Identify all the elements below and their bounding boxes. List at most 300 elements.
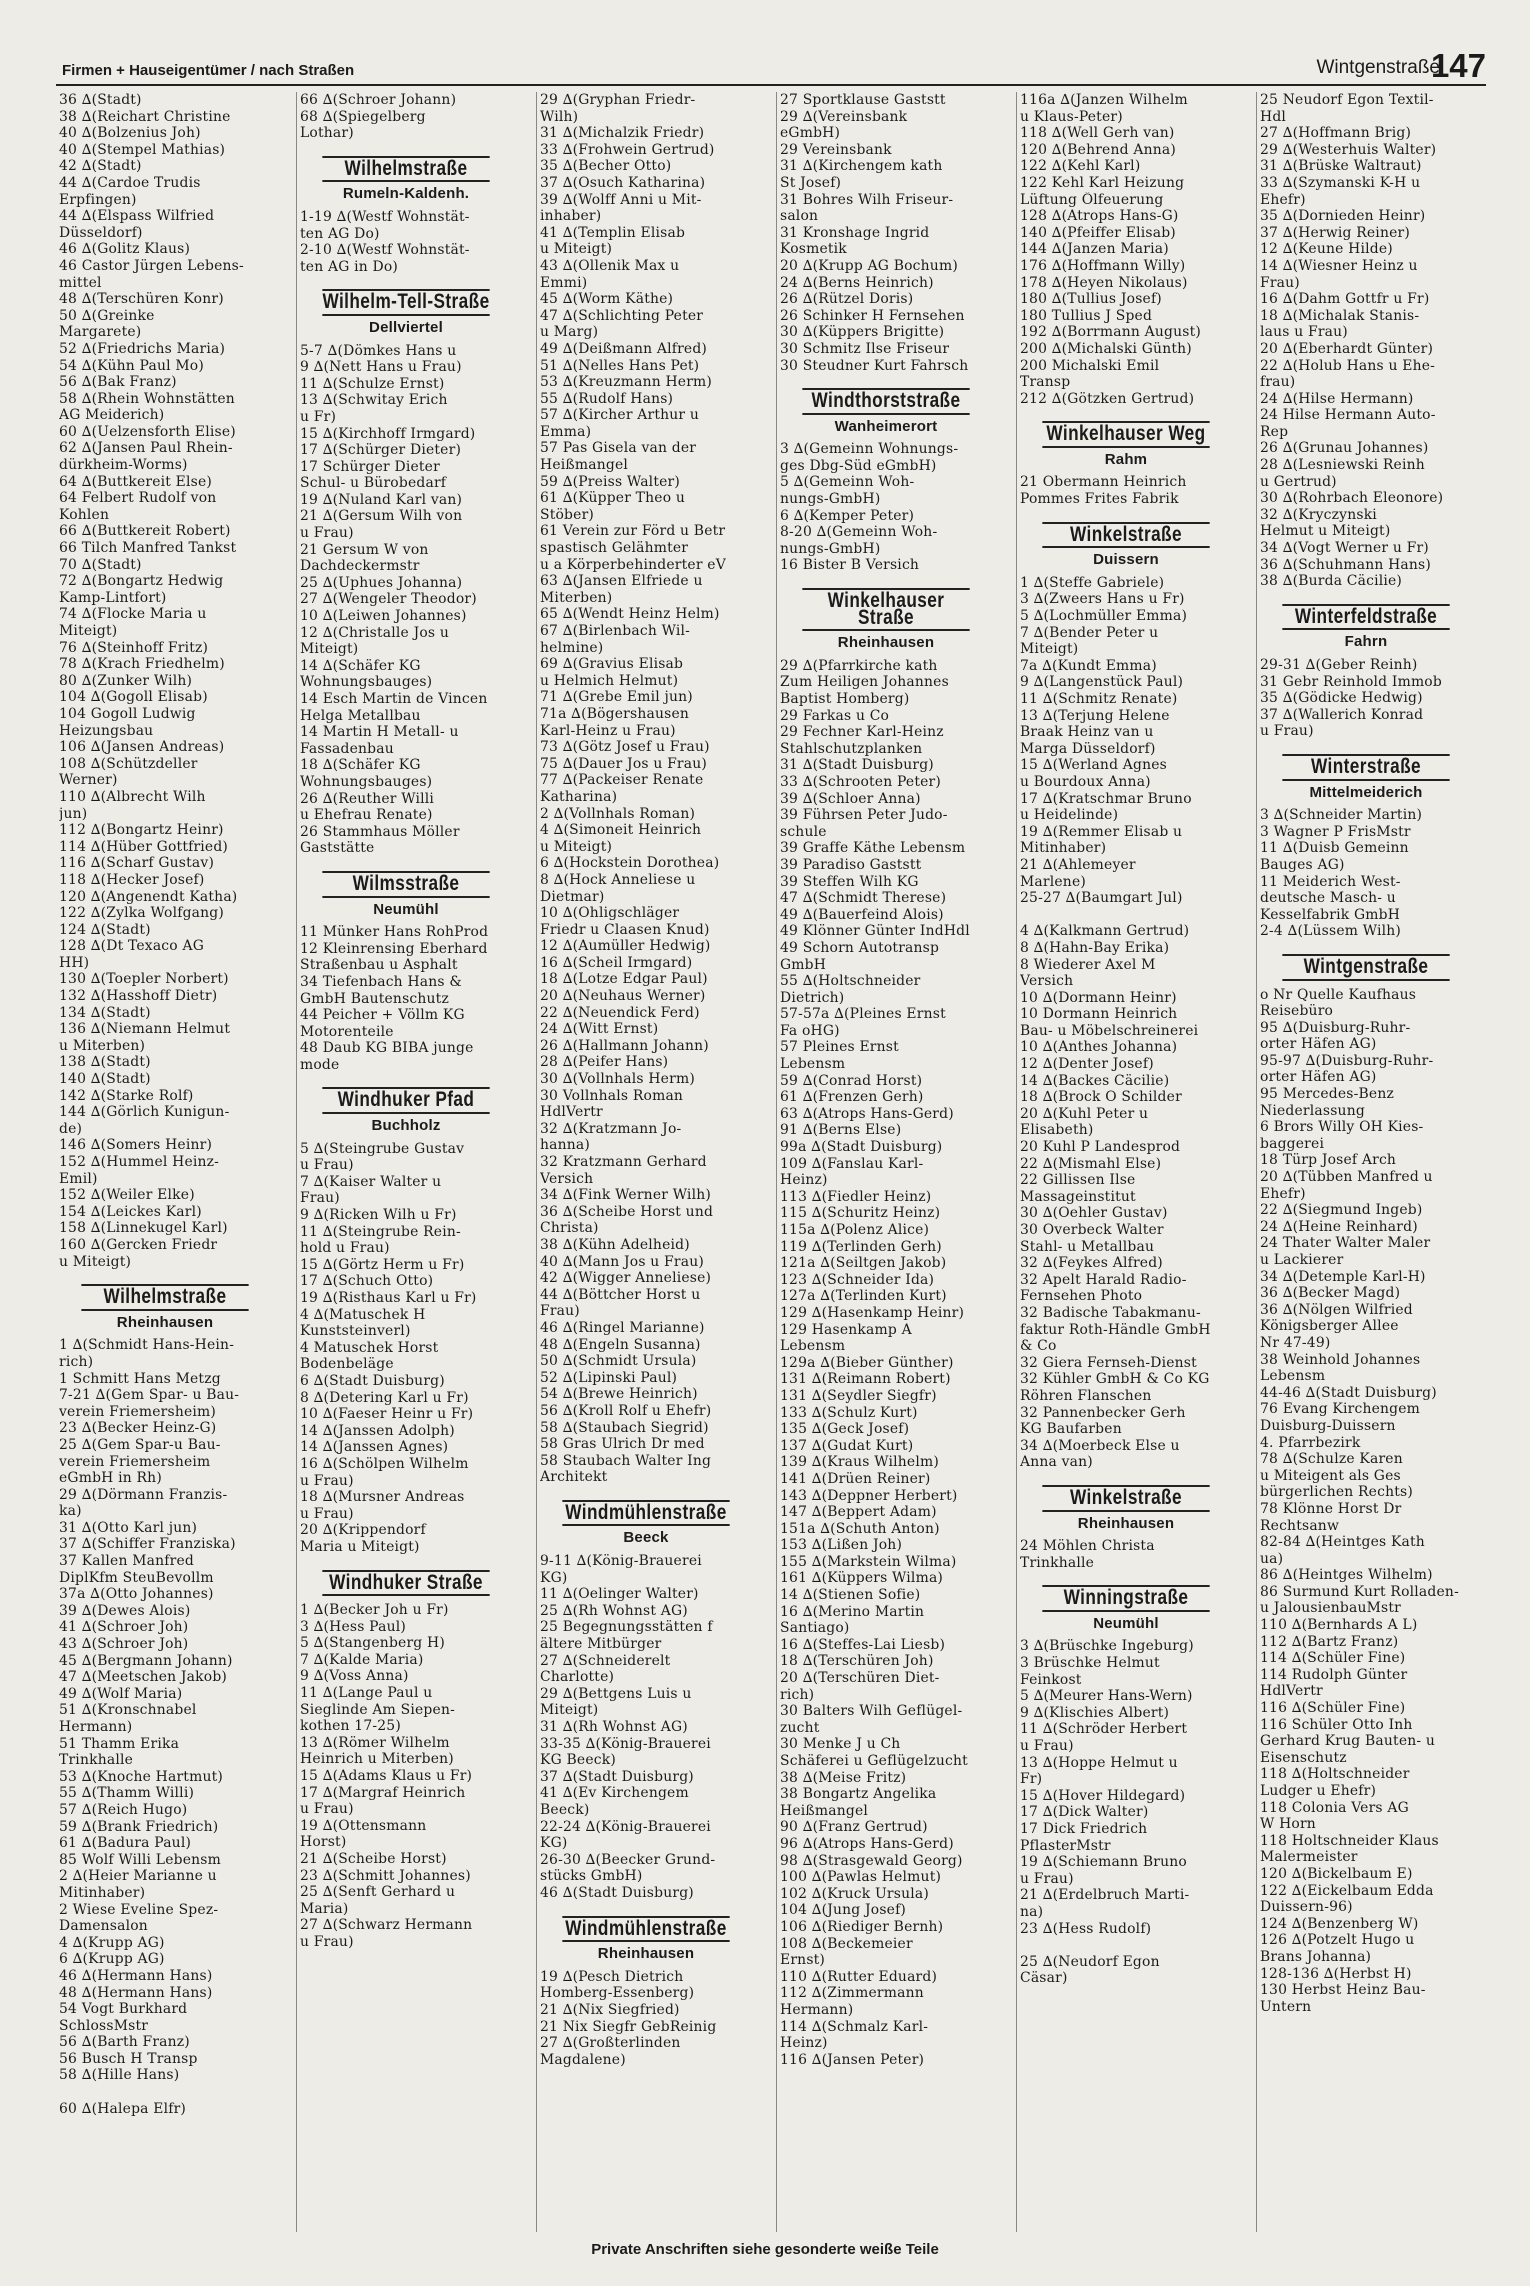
page-header	[56, 46, 1486, 86]
directory-entry: 35 ∆(Dornieden Heinr)	[1260, 208, 1426, 225]
directory-entry: Kohlen	[59, 506, 110, 523]
directory-columns	[56, 92, 1486, 2232]
directory-entry: 34 Tiefenbach Hans &	[300, 973, 462, 990]
directory-entry: 1 ∆(Steffe Gabriele)	[1020, 574, 1165, 591]
directory-entry: 78 Klönne Horst Dr	[1260, 1500, 1402, 1517]
district-name: Fahrn	[1344, 633, 1388, 651]
street-name: Windthorststraße	[802, 388, 969, 415]
directory-entry: 22-24 ∆(König-Brauerei	[540, 1818, 711, 1835]
directory-entry: 10 ∆(Dormann Heinr)	[1020, 989, 1177, 1006]
directory-entry: 32 Pannenbecker Gerh	[1020, 1404, 1186, 1421]
directory-entry: 16 ∆(Dahm Gottfr u Fr)	[1260, 291, 1430, 308]
directory-entry: u Klaus-Peter)	[1020, 108, 1123, 125]
directory-entry: 9 ∆(Voss Anna)	[300, 1668, 409, 1685]
directory-entry: 11 ∆(Oelinger Walter)	[540, 1586, 699, 1603]
district-name: Dellviertel	[369, 318, 443, 336]
street-heading	[63, 1284, 267, 1331]
directory-entry: 6 ∆(Krupp AG)	[59, 1951, 165, 1968]
directory-entry: 102 ∆(Kruck Ursula)	[780, 1885, 929, 1902]
directory-entry: 51 ∆(Nelles Hans Pet)	[540, 357, 700, 374]
directory-entry: 32 ∆(Kryczynski	[1260, 506, 1377, 523]
directory-entry: 23 ∆(Hess Rudolf)	[1020, 1920, 1152, 1937]
directory-entry: mittel	[59, 274, 102, 291]
directory-entry: u Frau)	[300, 1472, 354, 1489]
directory-entry: 12 ∆(Aumüller Hedwig)	[540, 938, 711, 955]
directory-entry: 8 Wiederer Axel M	[1020, 956, 1156, 973]
directory-entry: 60 ∆(Uelzensforth Elise)	[59, 423, 236, 440]
directory-entry: Sieglinde Am Siepen-	[300, 1701, 455, 1718]
directory-entry: 86 ∆(Heintges Wilhelm)	[1260, 1567, 1433, 1584]
directory-entry: 57 Pleines Ernst	[780, 1039, 899, 1056]
directory-entry: 160 ∆(Gercken Friedr	[59, 1236, 218, 1253]
directory-entry: 25 Neudorf Egon Textil-	[1260, 92, 1434, 108]
directory-entry: 153 ∆(Lißen Joh)	[780, 1537, 903, 1554]
street-name: Winkelhauser Straße	[802, 588, 969, 631]
directory-entry: 15 ∆(Görtz Herm u Fr)	[300, 1256, 465, 1273]
directory-entry: 10 ∆(Ohligschläger	[540, 905, 680, 922]
directory-entry: orter Häfen AG)	[1260, 1036, 1377, 1053]
district-name: Rheinhausen	[597, 1945, 695, 1963]
directory-entry: u Lackierer	[1260, 1252, 1344, 1268]
directory-entry: 36 ∆(Becker Magd)	[1260, 1285, 1401, 1302]
street-heading	[304, 1570, 508, 1597]
directory-entry: 52 ∆(Friedrichs Maria)	[59, 340, 226, 357]
directory-entry: Emil)	[59, 1170, 98, 1187]
directory-entry: 13 ∆(Terjung Helene	[1020, 707, 1170, 724]
directory-entry: 24 Hilse Hermann Auto-	[1260, 407, 1436, 424]
directory-entry: 37 ∆(Wallerich Konrad	[1260, 706, 1424, 723]
directory-entry: 21 Gersum W von	[300, 541, 429, 558]
directory-entry: Fernsehen Photo	[1020, 1288, 1143, 1305]
street-name: Winkelhauser Weg	[1042, 421, 1209, 448]
directory-entry: 26 Schinker H Fernsehen	[780, 307, 965, 324]
directory-entry: u JalousienbauMstr	[1260, 1600, 1401, 1617]
directory-entry: 57 ∆(Kircher Arthur u	[540, 407, 700, 424]
directory-entry: 29 Fechner Karl-Heinz	[780, 724, 944, 741]
directory-entry	[1020, 907, 1232, 924]
directory-entry: 33 ∆(Frohwein Gertrud)	[540, 141, 715, 158]
directory-entry: salon	[780, 208, 819, 225]
directory-entry: kothen 17-25)	[300, 1718, 401, 1735]
directory-entry: 32 Kratzmann Gerhard	[540, 1154, 707, 1170]
directory-entry: 35 ∆(Becher Otto)	[540, 158, 672, 175]
street-heading	[1024, 1585, 1228, 1632]
directory-entry: 2-4 ∆(Lüssem Wilh)	[1260, 923, 1402, 940]
directory-entry: Versich	[540, 1170, 594, 1187]
directory-entry: 118 ∆(Holtschneider	[1260, 1766, 1410, 1783]
directory-entry: u Ehefrau Renate)	[300, 807, 433, 824]
directory-entry: Stahlschutzplanken	[780, 740, 923, 757]
directory-entry: Straßenbau u Asphalt	[300, 957, 458, 974]
directory-entry: Niederlassung	[1260, 1102, 1365, 1119]
directory-entry: Fr)	[1020, 1771, 1043, 1788]
directory-entry	[59, 2084, 271, 2101]
directory-entry: 96 ∆(Atrops Hans-Gerd)	[780, 1835, 954, 1852]
directory-entry: Architekt	[540, 1469, 608, 1486]
directory-entry: 30 Schmitz Ilse Friseur	[780, 340, 950, 357]
directory-entry: 24 ∆(Witt Ernst)	[540, 1021, 659, 1038]
directory-entry: 31 ∆(Stadt Duisburg)	[780, 757, 934, 774]
directory-entry: 41 ∆(Templin Elisab	[540, 224, 686, 241]
running-street-name: Wintgenstraße	[1316, 57, 1440, 78]
street-name: Wintgenstraße	[1282, 954, 1449, 981]
directory-entry: 46 ∆(Golitz Klaus)	[59, 241, 191, 258]
directory-entry: 39 Steffen Wilh KG	[780, 873, 919, 890]
directory-entry: 152 ∆(Weiler Elke)	[59, 1187, 195, 1204]
directory-entry: 137 ∆(Gudat Kurt)	[780, 1437, 914, 1454]
directory-entry: 143 ∆(Deppner Herbert)	[780, 1487, 958, 1504]
directory-entry: 110 ∆(Bernhards A L)	[1260, 1617, 1418, 1634]
directory-entry: Hdl	[1260, 108, 1287, 125]
directory-entry: 17 ∆(Kratschmar Bruno	[1020, 790, 1192, 807]
directory-entry: u Miteigent als Ges	[1260, 1467, 1401, 1484]
directory-entry: 4 ∆(Kalkmann Gertrud)	[1020, 923, 1190, 940]
directory-entry: 14 ∆(Janssen Agnes)	[300, 1439, 449, 1456]
directory-entry: Schäferei u Geflügelzucht	[780, 1753, 968, 1769]
directory-entry: Eisenschutz	[1260, 1749, 1347, 1766]
directory-entry: 200 Michalski Emil	[1020, 357, 1160, 374]
directory-entry: 118 Colonia Vers AG	[1260, 1799, 1409, 1816]
directory-entry: 104 ∆(Gogoll Elisab)	[59, 689, 208, 706]
directory-entry: 44 ∆(Elspass Wilfried	[59, 208, 215, 225]
directory-entry: GmbH	[780, 956, 827, 973]
directory-entry: 72 ∆(Bongartz Hedwig	[59, 573, 224, 590]
directory-entry: schule	[780, 823, 827, 840]
directory-entry: Stahl- u Metallbau	[1020, 1238, 1155, 1255]
directory-entry: 121a ∆(Seiltgen Jakob)	[780, 1255, 947, 1272]
directory-entry: u Frau)	[300, 525, 354, 542]
directory-entry: 6 Brors Willy OH Kies-	[1260, 1119, 1424, 1136]
directory-entry: ua)	[1260, 1550, 1284, 1567]
directory-entry: 56 ∆(Kroll Rolf u Ehefr)	[540, 1402, 712, 1419]
directory-entry: 37a ∆(Otto Johannes)	[59, 1586, 214, 1603]
directory-entry: 16 ∆(Merino Martin	[780, 1603, 925, 1620]
directory-entry: 10 Dormann Heinrich	[1020, 1006, 1178, 1023]
directory-entry: 58 ∆(Hille Hans)	[59, 2067, 180, 2084]
directory-entry: 29 Farkas u Co	[780, 707, 890, 724]
directory-entry: Wilh)	[540, 108, 579, 125]
directory-entry: 106 ∆(Riediger Bernh)	[780, 1918, 944, 1935]
directory-entry: 106 ∆(Jansen Andreas)	[59, 739, 225, 756]
directory-entry: 2 ∆(Heier Marianne u	[59, 1868, 217, 1885]
directory-entry: 37 Kallen Manfred	[59, 1553, 194, 1570]
directory-entry: 14 ∆(Backes Cäcilie)	[1020, 1072, 1170, 1089]
directory-entry: 12 ∆(Denter Josef)	[1020, 1056, 1154, 1073]
directory-entry: 30 Steudner Kurt Fahrsch	[780, 357, 969, 374]
directory-entry: u Miteigt)	[59, 1253, 132, 1270]
district-name: Rheinhausen	[837, 634, 935, 652]
directory-entry: 18 ∆(Lotze Edgar Paul)	[540, 971, 708, 988]
directory-entry: 9-11 ∆(König-Brauerei	[540, 1553, 702, 1570]
directory-entry: Ludger u Ehefr)	[1260, 1783, 1377, 1799]
directory-entry: Santiago)	[780, 1620, 850, 1637]
directory-entry: 66 ∆(Buttkereit Robert)	[59, 523, 231, 540]
directory-entry: 59 ∆(Preiss Walter)	[540, 473, 680, 490]
directory-entry: 34 ∆(Vogt Werner u Fr)	[1260, 540, 1429, 557]
directory-entry: Anna van)	[1020, 1454, 1093, 1471]
directory-entry: 112 ∆(Bongartz Heinr)	[59, 822, 224, 839]
directory-entry: 36 ∆(Scheibe Horst und	[540, 1203, 714, 1220]
directory-entry: 39 ∆(Dewes Alois)	[59, 1602, 191, 1619]
directory-entry: rich)	[59, 1353, 94, 1370]
directory-entry: 135 ∆(Geck Josef)	[780, 1421, 910, 1438]
directory-entry: Marlene)	[1020, 873, 1086, 890]
directory-entry: 61 ∆(Küpper Theo u	[540, 490, 686, 507]
directory-entry: u Frau)	[1260, 723, 1314, 740]
directory-entry: 131 ∆(Reimann Robert)	[780, 1371, 951, 1388]
directory-entry: 32 ∆(Kratzmann Jo-	[540, 1120, 682, 1137]
directory-entry: 24 Thater Walter Maler	[1260, 1235, 1431, 1252]
street-heading	[304, 156, 508, 203]
directory-entry: 26-30 ∆(Beecker Grund-	[540, 1851, 716, 1868]
directory-entry: 55 ∆(Rudolf Hans)	[540, 390, 674, 407]
directory-entry: 20 ∆(Eberhardt Günter)	[1260, 340, 1434, 357]
directory-entry: Versich	[1020, 973, 1074, 990]
directory-entry: 127a ∆(Terlinden Kurt)	[780, 1288, 947, 1305]
district-name: Rahm	[1104, 450, 1148, 468]
directory-entry: u Fr)	[300, 408, 337, 425]
directory-entry: 139 ∆(Kraus Wilhelm)	[780, 1454, 939, 1471]
directory-entry: 116 ∆(Jansen Peter)	[780, 2051, 925, 2068]
page-number: 147	[1430, 47, 1486, 84]
street-name: Windmühlenstraße	[562, 1500, 729, 1527]
directory-entry: 71 ∆(Grebe Emil jun)	[540, 689, 693, 706]
directory-entry: 4 Matuschek Horst	[300, 1339, 439, 1356]
directory-entry: 122 ∆(Eickelbaum Edda	[1260, 1882, 1434, 1899]
directory-entry: 21 ∆(Erdelbruch Marti-	[1020, 1887, 1190, 1904]
directory-entry: 38 ∆(Kühn Adelheid)	[540, 1236, 690, 1253]
directory-entry: 14 ∆(Stienen Sofie)	[780, 1587, 921, 1604]
directory-entry: 32 Badische Tabakmanu-	[1020, 1304, 1201, 1321]
directory-entry: Röhren Flanschen	[1020, 1387, 1152, 1404]
directory-entry: Kunststeinverl)	[300, 1323, 411, 1340]
directory-entry: 31 ∆(Rh Wohnst AG)	[540, 1719, 688, 1735]
directory-entry: 47 ∆(Meetschen Jakob)	[59, 1669, 228, 1686]
directory-entry: 53 ∆(Kreuzmann Herm)	[540, 374, 713, 391]
directory-entry: 5 ∆(Lochmüller Emma)	[1020, 608, 1188, 625]
directory-entry: 58 ∆(Staubach Siegrid)	[540, 1419, 709, 1436]
directory-entry: 67 ∆(Birlenbach Wil-	[540, 623, 691, 639]
directory-entry: 30 ∆(Rohrbach Eleonore)	[1260, 490, 1444, 507]
directory-entry: 16 ∆(Schölpen Wilhelm	[300, 1455, 469, 1472]
directory-entry: rich)	[780, 1686, 815, 1703]
directory-entry: 110 ∆(Rutter Eduard)	[780, 1968, 938, 1985]
directory-entry: 56 Busch H Transp	[59, 2050, 198, 2067]
directory-entry: 122 ∆(Zylka Wolfgang)	[59, 905, 225, 922]
directory-entry: 25-27 ∆(Baumgart Jul)	[1020, 890, 1183, 907]
directory-entry: 76 Evang Kirchengem	[1260, 1401, 1421, 1418]
directory-entry: u Frau)	[1020, 1870, 1074, 1887]
directory-entry: 43 ∆(Ollenik Max u	[540, 257, 680, 274]
directory-entry: u Marg)	[540, 324, 599, 341]
directory-entry: mode	[300, 1056, 340, 1073]
directory-entry: 4 ∆(Simoneit Heinrich	[540, 822, 702, 839]
directory-entry: 48 Daub KG BIBA junge	[300, 1040, 474, 1057]
directory-entry: 33 ∆(Schrooten Peter)	[780, 773, 941, 790]
directory-entry: 114 ∆(Schmalz Karl-	[780, 2018, 929, 2035]
directory-entry: 95-97 ∆(Duisburg-Ruhr-	[1260, 1052, 1434, 1069]
directory-entry: deutsche Masch- u	[1260, 890, 1396, 907]
directory-entry: & Co	[1020, 1338, 1057, 1355]
directory-entry: 71a ∆(Bögershausen	[540, 705, 690, 722]
directory-entry: 46 ∆(Stadt Duisburg)	[540, 1884, 694, 1901]
directory-entry: 5-7 ∆(Dömkes Hans u	[300, 342, 457, 359]
directory-entry: 61 Verein zur Förd u Betr	[540, 523, 726, 540]
directory-entry: Düsseldorf)	[59, 224, 143, 241]
directory-entry: 25 ∆(Neudorf Egon	[1020, 1953, 1160, 1970]
directory-entry: 42 ∆(Wigger Anneliese)	[540, 1270, 712, 1287]
directory-entry: 36 ∆(Stadt)	[59, 92, 142, 108]
directory-entry: 11 Münker Hans RohProd	[300, 924, 489, 941]
directory-entry: 30 ∆(Vollnhals Herm)	[540, 1071, 695, 1088]
directory-entry: 147 ∆(Beppert Adam)	[780, 1504, 937, 1521]
directory-entry: 32 Kühler GmbH & Co KG	[1020, 1371, 1210, 1388]
directory-entry: 14 ∆(Janssen Adolph)	[300, 1422, 455, 1439]
directory-entry: 22 Gillissen Ilse	[1020, 1172, 1136, 1189]
directory-entry: 64 Felbert Rudolf von	[59, 490, 217, 507]
street-name: Winkelstraße	[1042, 522, 1209, 549]
directory-entry: 13 ∆(Hoppe Helmut u	[1020, 1754, 1178, 1771]
directory-entry: u Helmich Helmut)	[540, 672, 679, 689]
directory-entry: 128-136 ∆(Herbst H)	[1260, 1965, 1412, 1982]
directory-entry: 6 ∆(Hockstein Dorothea)	[540, 855, 720, 872]
directory-entry: Lebensm	[780, 1338, 846, 1355]
directory-entry: Hermann)	[59, 1719, 133, 1735]
directory-entry: 23 ∆(Schmitt Johannes)	[300, 1867, 471, 1884]
directory-entry: 44 ∆(Böttcher Horst u	[540, 1286, 701, 1303]
directory-entry: 47 ∆(Schmidt Therese)	[780, 890, 947, 907]
directory-entry: ten AG in Do)	[300, 258, 399, 275]
directory-entry: 144 ∆(Görlich Kunigun-	[59, 1104, 230, 1121]
directory-entry: 108 ∆(Beckemeier	[780, 1935, 913, 1952]
street-heading	[544, 1916, 748, 1963]
directory-entry: 40 ∆(Bolzenius Joh)	[59, 125, 201, 142]
directory-entry: 15 ∆(Kirchhoff Irmgard)	[300, 425, 476, 442]
directory-entry: Gerhard Krug Bauten- u	[1260, 1733, 1436, 1750]
directory-entry: inhaber)	[540, 208, 602, 225]
directory-entry: 30 ∆(Oehler Gustav)	[1020, 1205, 1168, 1222]
directory-entry: 29 ∆(Gryphan Friedr-	[540, 92, 696, 108]
directory-entry: 1 ∆(Schmidt Hans-Hein-	[59, 1337, 235, 1354]
street-name: Wilhelm-Tell-Straße	[322, 289, 489, 316]
directory-entry: 61 ∆(Badura Paul)	[59, 1835, 192, 1852]
directory-entry: 212 ∆(Götzken Gertrud)	[1020, 390, 1195, 407]
directory-entry: 23 ∆(Becker Heinz-G)	[59, 1420, 217, 1437]
directory-entry: 34 ∆(Fink Werner Wilh)	[540, 1187, 711, 1204]
directory-entry: 5 ∆(Steingrube Gustav	[300, 1140, 465, 1157]
directory-entry: 30 Overbeck Walter	[1020, 1222, 1164, 1238]
directory-entry: 21 ∆(Gersum Wilh von	[300, 508, 463, 525]
directory-entry: 77 ∆(Packeiser Renate	[540, 772, 704, 789]
directory-entry: de)	[59, 1120, 83, 1137]
directory-entry: 3 Wagner P FrisMstr	[1260, 823, 1411, 840]
directory-entry: 19 ∆(Risthaus Karl u Fr)	[300, 1290, 477, 1306]
directory-entry: helmine)	[540, 639, 604, 656]
directory-entry: 73 ∆(Götz Josef u Frau)	[540, 739, 710, 756]
directory-entry: 16 ∆(Steffes-Lai Liesb)	[780, 1636, 946, 1653]
directory-entry: 10 ∆(Anthes Johanna)	[1020, 1039, 1178, 1056]
directory-entry: 53 ∆(Knoche Hartmut)	[59, 1768, 223, 1785]
directory-entry: Karl-Heinz u Frau)	[540, 722, 676, 739]
directory-entry: 11 ∆(Steingrube Rein-	[300, 1223, 461, 1240]
directory-entry: 32 Apelt Harald Radio-	[1020, 1271, 1187, 1288]
directory-entry: 27 Sportklause Gaststt	[780, 92, 946, 108]
directory-entry: eGmbH in Rh)	[59, 1470, 162, 1487]
directory-entry: 34 ∆(Detemple Karl-H)	[1260, 1268, 1426, 1285]
directory-entry: Maria u Miteigt)	[300, 1538, 420, 1555]
directory-entry: 4 ∆(Krupp AG)	[59, 1934, 165, 1951]
directory-entry: 132 ∆(Hasshoff Dietr)	[59, 988, 218, 1005]
directory-entry: hanna)	[540, 1137, 591, 1154]
directory-entry: 118 Holtschneider Klaus	[1260, 1832, 1439, 1849]
directory-entry: 42 ∆(Stadt)	[59, 158, 142, 175]
directory-entry: 27 ∆(Hoffmann Brig)	[1260, 125, 1412, 142]
district-name: Beeck	[623, 1529, 669, 1547]
directory-entry: Duisburg-Duissern	[1260, 1417, 1396, 1434]
directory-entry: 25 ∆(Rh Wohnst AG)	[540, 1602, 688, 1619]
directory-entry: u Frau)	[1020, 1738, 1074, 1755]
directory-entry: 21 ∆(Ahlemeyer	[1020, 856, 1136, 873]
directory-entry: 45 ∆(Worm Käthe)	[540, 291, 674, 308]
directory-entry: 158 ∆(Linnekugel Karl)	[59, 1220, 228, 1237]
directory-entry: 12 Kleinrensing Eberhard	[300, 940, 488, 957]
directory-entry: 36 ∆(Schuhmann Hans)	[1260, 556, 1431, 573]
street-name: Wilhelmstraße	[322, 156, 489, 183]
directory-entry: 20 ∆(Kuhl Peter u	[1020, 1105, 1149, 1122]
directory-entry: 38 ∆(Burda Cäcilie)	[1260, 573, 1403, 590]
directory-entry: 3 ∆(Zweers Hans u Fr)	[1020, 591, 1185, 608]
directory-entry: 3 Brüschke Helmut	[1020, 1655, 1160, 1672]
directory-entry: 10 ∆(Faeser Heinr u Fr)	[300, 1406, 474, 1423]
directory-entry: eGmbH)	[780, 125, 841, 142]
directory-entry: 20 ∆(Krupp AG Bochum)	[780, 257, 958, 274]
directory-entry: 118 ∆(Hecker Josef)	[59, 871, 205, 888]
directory-entry: 114 ∆(Schüler Fine)	[1260, 1650, 1406, 1667]
directory-entry: 62 ∆(Jansen Paul Rhein-	[59, 440, 233, 457]
directory-entry: Malermeister	[1260, 1849, 1358, 1866]
directory-entry: 19 ∆(Schiemann Bruno	[1020, 1854, 1187, 1871]
directory-entry: 14 Esch Martin de Vincen	[300, 691, 488, 707]
directory-entry: 56 ∆(Bak Franz)	[59, 374, 177, 391]
directory-entry: 38 Weinhold Johannes	[1260, 1351, 1421, 1368]
directory-entry: Wohnungsbauges)	[300, 674, 433, 691]
directory-entry: 4. Pfarrbezirk	[1260, 1434, 1361, 1451]
directory-entry: 115a ∆(Polenz Alice)	[780, 1222, 930, 1238]
directory-entry: 44 Peicher + Völlm KG	[300, 1007, 465, 1024]
directory-entry: 63 ∆(Jansen Elfriede u	[540, 573, 703, 590]
directory-entry: Emmi)	[540, 274, 588, 291]
directory-entry: 9 ∆(Nett Hans u Frau)	[300, 359, 462, 376]
street-heading	[784, 588, 988, 652]
directory-entry: 29 ∆(Vereinsbank	[780, 108, 908, 125]
directory-entry: 78 ∆(Krach Friedhelm)	[59, 656, 225, 673]
directory-entry: 21 Nix Siegfr GebReinig	[540, 2018, 717, 2035]
directory-entry: AG Meiderich)	[59, 407, 165, 424]
directory-entry: 54 Vogt Burkhard	[59, 2001, 188, 2018]
directory-entry: Christa)	[540, 1220, 599, 1237]
directory-entry: 24 ∆(Hilse Hermann)	[1260, 390, 1414, 407]
directory-entry: 27 ∆(Wengeler Theodor)	[300, 591, 477, 608]
directory-entry: Zum Heiligen Johannes	[780, 674, 949, 691]
directory-entry: na)	[1020, 1903, 1044, 1920]
column-2	[296, 92, 515, 2232]
directory-entry: 8-20 ∆(Gemeinn Woh-	[780, 524, 938, 541]
directory-entry: baggerei	[1260, 1135, 1325, 1152]
directory-entry: 124 ∆(Stadt)	[59, 921, 151, 938]
column-5	[1016, 92, 1235, 2232]
directory-entry: KG Beeck)	[540, 1752, 616, 1769]
directory-entry: 25 ∆(Senft Gerhard u	[300, 1884, 456, 1901]
